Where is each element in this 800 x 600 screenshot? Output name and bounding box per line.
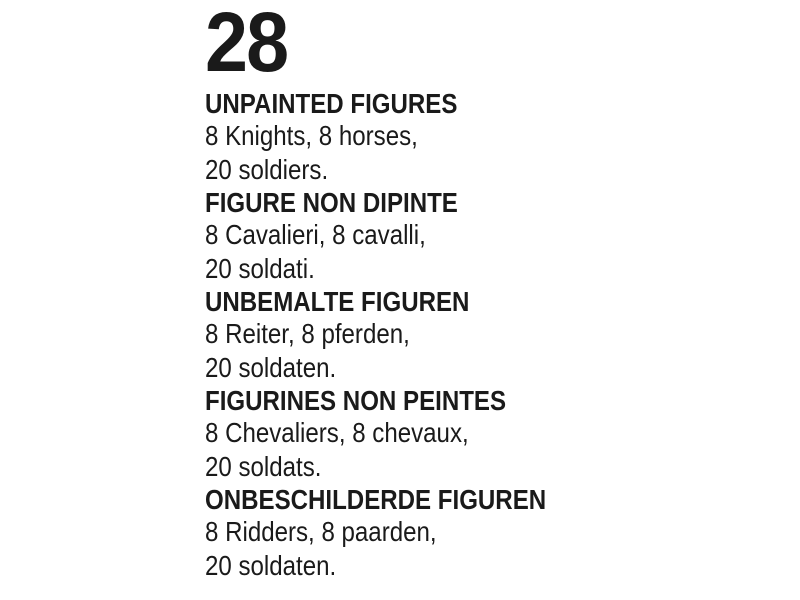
section-heading: FIGURINES NON PEINTES	[205, 385, 507, 416]
section-line: 20 soldati.	[205, 253, 315, 284]
section-line: 20 soldiers.	[205, 154, 329, 185]
section-line: 8 Ridders, 8 paarden,	[205, 516, 437, 547]
section-line: 20 soldaten.	[205, 352, 337, 383]
section-line: 20 soldats.	[205, 451, 322, 482]
section-heading: UNBEMALTE FIGUREN	[205, 286, 470, 317]
section-italian	[205, 187, 765, 286]
section-german	[205, 286, 765, 385]
section-heading: FIGURE NON DIPINTE	[205, 187, 458, 218]
section-heading: ONBESCHILDERDE FIGUREN	[205, 484, 547, 515]
section-line: 8 Knights, 8 horses,	[205, 120, 418, 151]
section-french	[205, 385, 765, 484]
product-label	[205, 0, 765, 583]
section-english	[205, 88, 765, 187]
section-line: 8 Reiter, 8 pferden,	[205, 318, 410, 349]
section-heading: UNPAINTED FIGURES	[205, 88, 458, 119]
figure-count: 28	[205, 0, 288, 89]
section-line: 8 Cavalieri, 8 cavalli,	[205, 219, 426, 250]
section-dutch	[205, 484, 765, 583]
section-line: 20 soldaten.	[205, 550, 337, 581]
section-line: 8 Chevaliers, 8 chevaux,	[205, 417, 469, 448]
